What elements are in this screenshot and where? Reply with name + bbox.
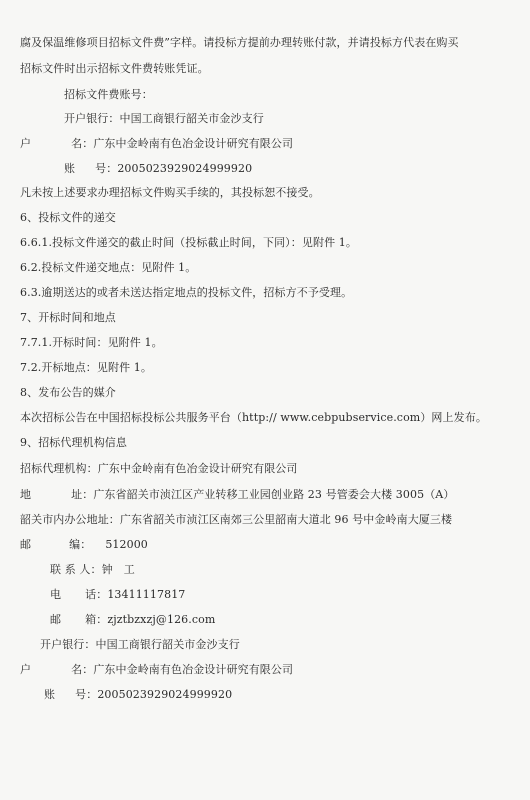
fee-account-title: 招标文件费账号：	[64, 88, 153, 101]
section-8-body: 本次招标公告在中国招标投标公共服务平台（http:// www.cebpubservice.com）网上发布。	[20, 411, 487, 424]
fee-note: 凡未按上述要求办理招标文件购买手续的，其投标恕不接受。	[20, 186, 320, 199]
fee-name-label-a: 户	[20, 137, 32, 150]
fee-name-row	[20, 137, 293, 151]
agency-name-label-b: 名：	[71, 663, 94, 676]
address-row	[20, 488, 454, 502]
contact-value: 钟 工	[101, 563, 135, 576]
section-6-title: 6、投标文件的递交	[20, 211, 116, 224]
office-value: 广东省韶关市浈江区南郊三公里韶南大道北 96 号中金岭南大厦三楼	[119, 513, 453, 526]
agency-acct-label-b: 号：	[75, 688, 98, 701]
address-value: 广东省韶关市浈江区产业转移工业园创业路 23 号管委会大楼 3005（A）	[93, 488, 455, 501]
email-label-a: 邮	[50, 613, 62, 626]
zip-label-a: 邮	[20, 538, 32, 551]
agency-name-value: 广东中金岭南有色冶金设计研究有限公司	[93, 663, 294, 676]
zip-label-b: 编：	[69, 538, 92, 551]
email-value: zjztbzxzj@126.com	[107, 613, 216, 626]
agency-name-label-a: 户	[20, 663, 32, 676]
zip-value: 512000	[105, 538, 148, 551]
fee-name-label-b: 名：	[71, 137, 94, 150]
zip-row	[20, 538, 148, 552]
section-9-title: 9、招标代理机构信息	[20, 436, 127, 449]
section-7-item-2: 7.2.开标地点：见附件 1。	[20, 361, 152, 374]
agency-name-row	[20, 663, 293, 677]
fee-bank-row	[64, 112, 264, 126]
fee-acct-label-b: 号：	[95, 162, 118, 175]
section-7-title: 7、开标时间和地点	[20, 311, 116, 324]
agency-acct-label-a: 账	[44, 688, 56, 701]
agency-acct-row	[44, 688, 232, 702]
office-row	[20, 513, 452, 527]
agency-bank-label: 开户银行：	[40, 638, 96, 651]
agency-bank-row	[40, 638, 240, 652]
fee-acct-value: 2005023929024999920	[117, 162, 253, 175]
office-label: 韶关市内办公地址：	[20, 513, 120, 526]
section-8-title: 8、发布公告的媒介	[20, 386, 116, 399]
intro-line-2: 招标文件时出示招标文件费转账凭证。	[20, 62, 209, 75]
section-7-item-1: 7.7.1.开标时间：见附件 1。	[20, 336, 163, 349]
section-6-item-2: 6.2.投标文件递交地点：见附件 1。	[20, 261, 197, 274]
contact-row	[50, 563, 135, 577]
fee-name-value: 广东中金岭南有色冶金设计研究有限公司	[93, 137, 294, 150]
address-label-b: 址：	[71, 488, 94, 501]
tel-label-b: 话：	[85, 588, 108, 601]
agency-value: 广东中金岭南有色冶金设计研究有限公司	[97, 462, 298, 475]
agency-row	[20, 462, 298, 476]
tel-label-a: 电	[50, 588, 62, 601]
tel-value: 13411117817	[107, 588, 186, 601]
fee-acct-row	[64, 162, 252, 176]
agency-bank-value: 中国工商银行韶关市金沙支行	[95, 638, 240, 651]
section-6-item-1: 6.6.1.投标文件递交的截止时间（投标截止时间，下同）：见附件 1。	[20, 236, 357, 249]
email-label-b: 箱：	[85, 613, 108, 626]
address-label-a: 地	[20, 488, 32, 501]
fee-acct-label-a: 账	[64, 162, 76, 175]
agency-label: 招标代理机构：	[20, 462, 98, 475]
fee-bank-label: 开户银行：	[64, 112, 120, 125]
fee-bank-value: 中国工商银行韶关市金沙支行	[119, 112, 264, 125]
contact-label: 联 系 人：	[50, 563, 102, 576]
intro-line-1: 腐及保温维修项目招标文件费”字样。请投标方提前办理转账付款，并请投标方代表在购买	[20, 36, 459, 49]
tel-row	[50, 588, 185, 602]
email-row	[50, 613, 215, 627]
agency-acct-value: 2005023929024999920	[97, 688, 233, 701]
section-6-item-3: 6.3.逾期送达的或者未送达指定地点的投标文件，招标方不予受理。	[20, 286, 353, 299]
